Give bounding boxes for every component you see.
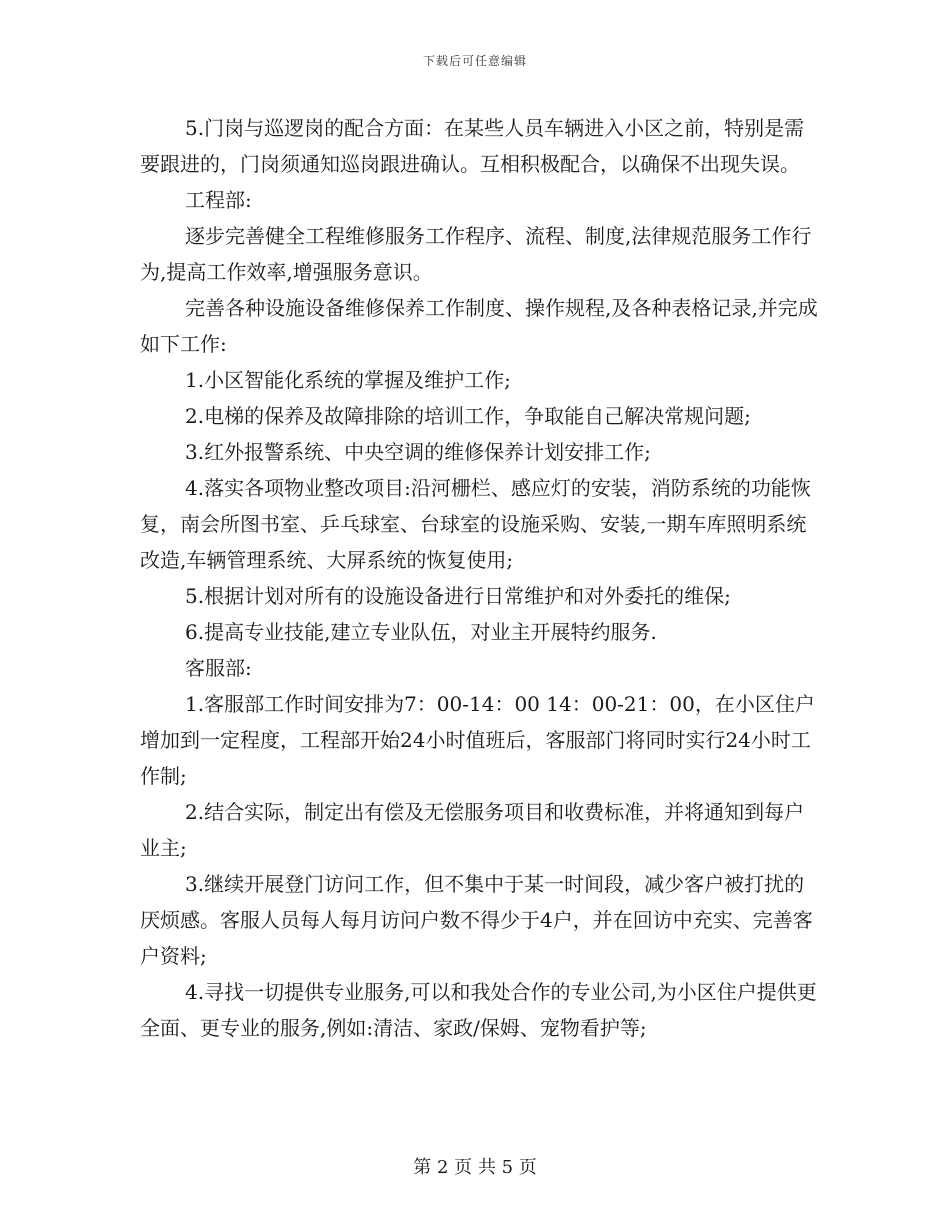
section-heading-engineering: 工程部:	[185, 188, 252, 212]
list-item: 3.红外报警系统、中央空调的维修保养计划安排工作;	[185, 440, 651, 464]
list-item: 5.根据计划对所有的设施设备进行日常维护和对外委托的维保;	[185, 584, 731, 608]
document-body	[140, 110, 820, 1046]
list-item: 3.继续开展登门访问工作，但不集中于某一时间段，减少客户被打扰的厌烦感。客服人员每人每月访问户数不得少于4户，并在回访中充实、完善客户资料;	[140, 872, 813, 968]
paragraph-gate-patrol-cooperation: 5.门岗与巡逻岗的配合方面：在某些人员车辆进入小区之前，特别是需要跟进的，门岗须通知巡岗跟进确认。互相积极配合，以确保不出现失误。	[140, 116, 805, 176]
page-number-footer: 第 2 页 共 5 页	[413, 1157, 537, 1178]
paragraph-engineering-systems: 完善各种设施设备维修保养工作制度、操作规程,及各种表格记录,并完成如下工作:	[140, 296, 818, 356]
list-item: 2.电梯的保养及故障排除的培训工作，争取能自己解决常规问题;	[185, 404, 751, 428]
paragraph-engineering-procedures: 逐步完善健全工程维修服务工作程序、流程、制度,法律规范服务工作行为,提高工作效率,增强服务意识。	[140, 224, 812, 284]
list-item: 4.寻找一切提供专业服务,可以和我处合作的专业公司,为小区住户提供更全面、更专业的服务,例如:清洁、家政/保姆、宠物看护等;	[140, 980, 817, 1040]
section-heading-customer-service: 客服部:	[185, 656, 252, 680]
header-note: 下载后可任意编辑	[422, 54, 527, 68]
list-item: 1.小区智能化系统的掌握及维护工作;	[185, 368, 511, 392]
list-item: 4.落实各项物业整改项目:沿河栅栏、感应灯的安装，消防系统的功能恢复，南会所图书室、乒乓球室、台球室的设施采购、安装,一期车库照明系统改造,车辆管理系统、大屏系统的恢复使用;	[140, 476, 811, 572]
list-item: 2.结合实际，制定出有偿及无偿服务项目和收费标准，并将通知到每户业主;	[140, 800, 805, 860]
list-item: 6.提高专业技能,建立专业队伍，对业主开展特约服务.	[185, 620, 657, 644]
list-item: 1.客服部工作时间安排为7：00-14：00 14：00-21：00，在小区住户增加到一定程度，工程部开始24小时值班后，客服部门将同时实行24小时工作制;	[140, 692, 815, 788]
